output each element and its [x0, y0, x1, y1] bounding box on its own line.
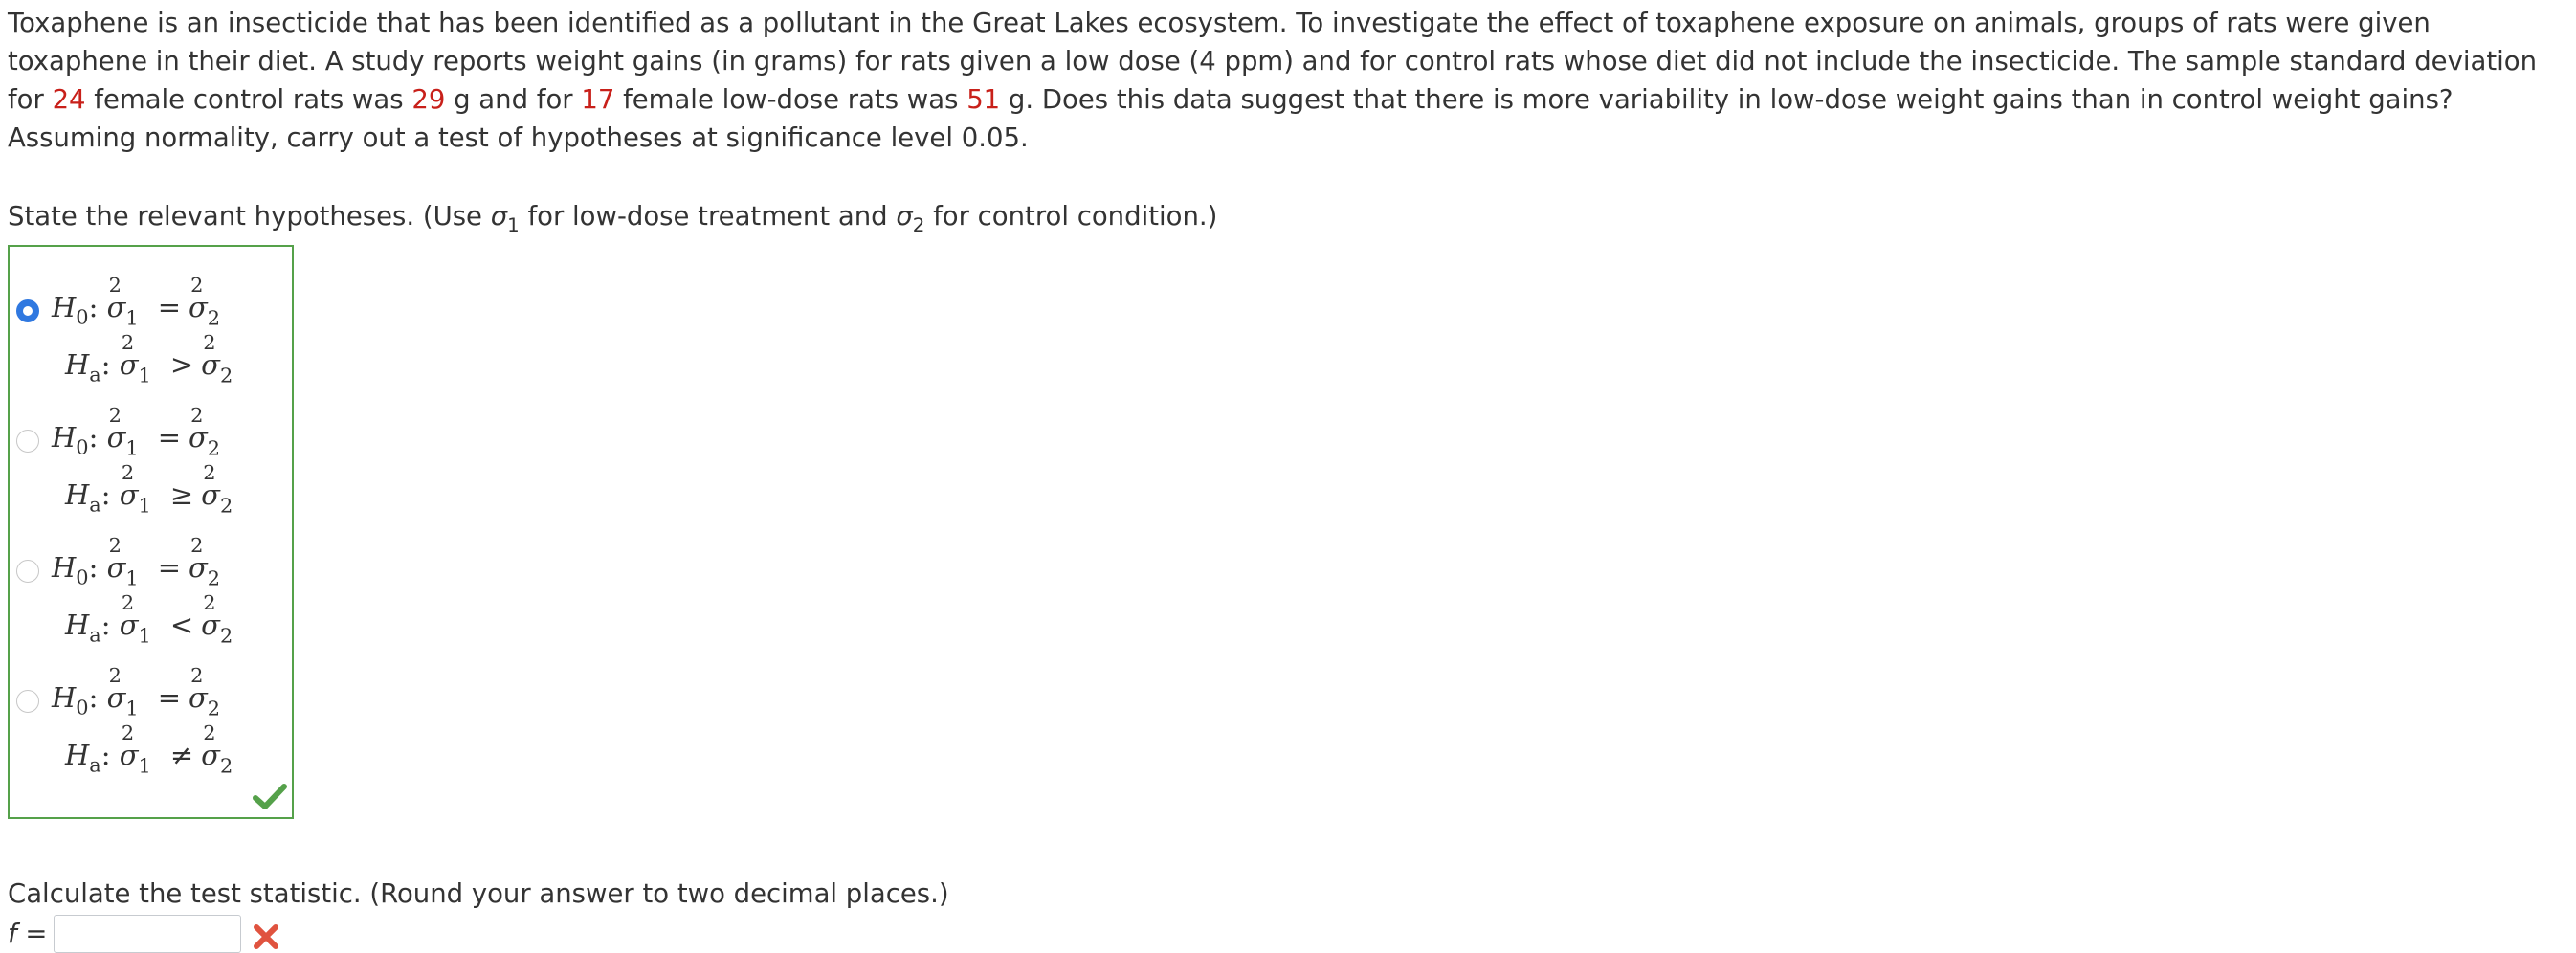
radio-button[interactable]: [16, 299, 39, 322]
control-std-dev: 29: [411, 84, 446, 115]
hypothesis-option[interactable]: [10, 658, 292, 788]
check-icon: [253, 783, 287, 811]
null-hypothesis: $H_0$: σ 2 $_1$ = σ 2 $_2$: [52, 664, 221, 720]
hypotheses-choice-group: [8, 245, 294, 819]
alternative-hypothesis: $H_a$: σ 2 $_1$ ≥ σ 2 $_2$: [65, 461, 233, 518]
control-sample-size: 24: [52, 84, 86, 115]
low-dose-std-dev: 51: [966, 84, 1001, 115]
hypothesis-option[interactable]: [10, 398, 292, 528]
radio-button[interactable]: [16, 690, 39, 713]
null-hypothesis: $H_0$: σ 2 $_1$ = σ 2 $_2$: [52, 274, 221, 330]
null-hypothesis: $H_0$: σ 2 $_1$ = σ 2 $_2$: [52, 534, 221, 590]
alternative-hypothesis: $H_a$: σ 2 $_1$ ≠ σ 2 $_2$: [65, 721, 233, 778]
hypothesis-option[interactable]: [10, 268, 292, 398]
problem-statement: Toxaphene is an insecticide that has been identified as a pollutant in the Great Lakes ecosystem. To investigate the effect of toxaphene exposure on animals, groups of rats were given toxaphene in their diet. A study reports weight gains (in grams) for rats given a low dose (4 ppm) and for control rats whose diet did not include the insecticide. The sample standard deviation for 24 female control rats was 29 g and for 17 female low-dose rats was 51 g. Does this data suggest that there is more variability in low-dose weight gains than in control weight gains? Assuming normality, carry out a test of hypotheses at significance level 0.05.: [8, 8, 2538, 153]
x-icon: [253, 923, 279, 950]
f-label: f =: [8, 919, 48, 949]
alternative-hypothesis: $H_a$: σ 2 $_1$ > σ 2 $_2$: [65, 331, 233, 388]
radio-button[interactable]: [16, 430, 39, 453]
radio-button[interactable]: [16, 560, 39, 583]
test-statistic-prompt: Calculate the test statistic. (Round your answer to two decimal places.): [8, 878, 949, 909]
test-statistic-input[interactable]: [54, 915, 241, 953]
hypotheses-prompt: State the relevant hypotheses. (Use $\sigma_1$ for low-dose treatment and $\sigma_2$ for control condition.): [8, 201, 1218, 236]
alternative-hypothesis: $H_a$: σ 2 $_1$ < σ 2 $_2$: [65, 591, 233, 648]
hypothesis-option[interactable]: [10, 528, 292, 658]
null-hypothesis: $H_0$: σ 2 $_1$ = σ 2 $_2$: [52, 404, 221, 460]
low-dose-sample-size: 17: [581, 84, 615, 115]
